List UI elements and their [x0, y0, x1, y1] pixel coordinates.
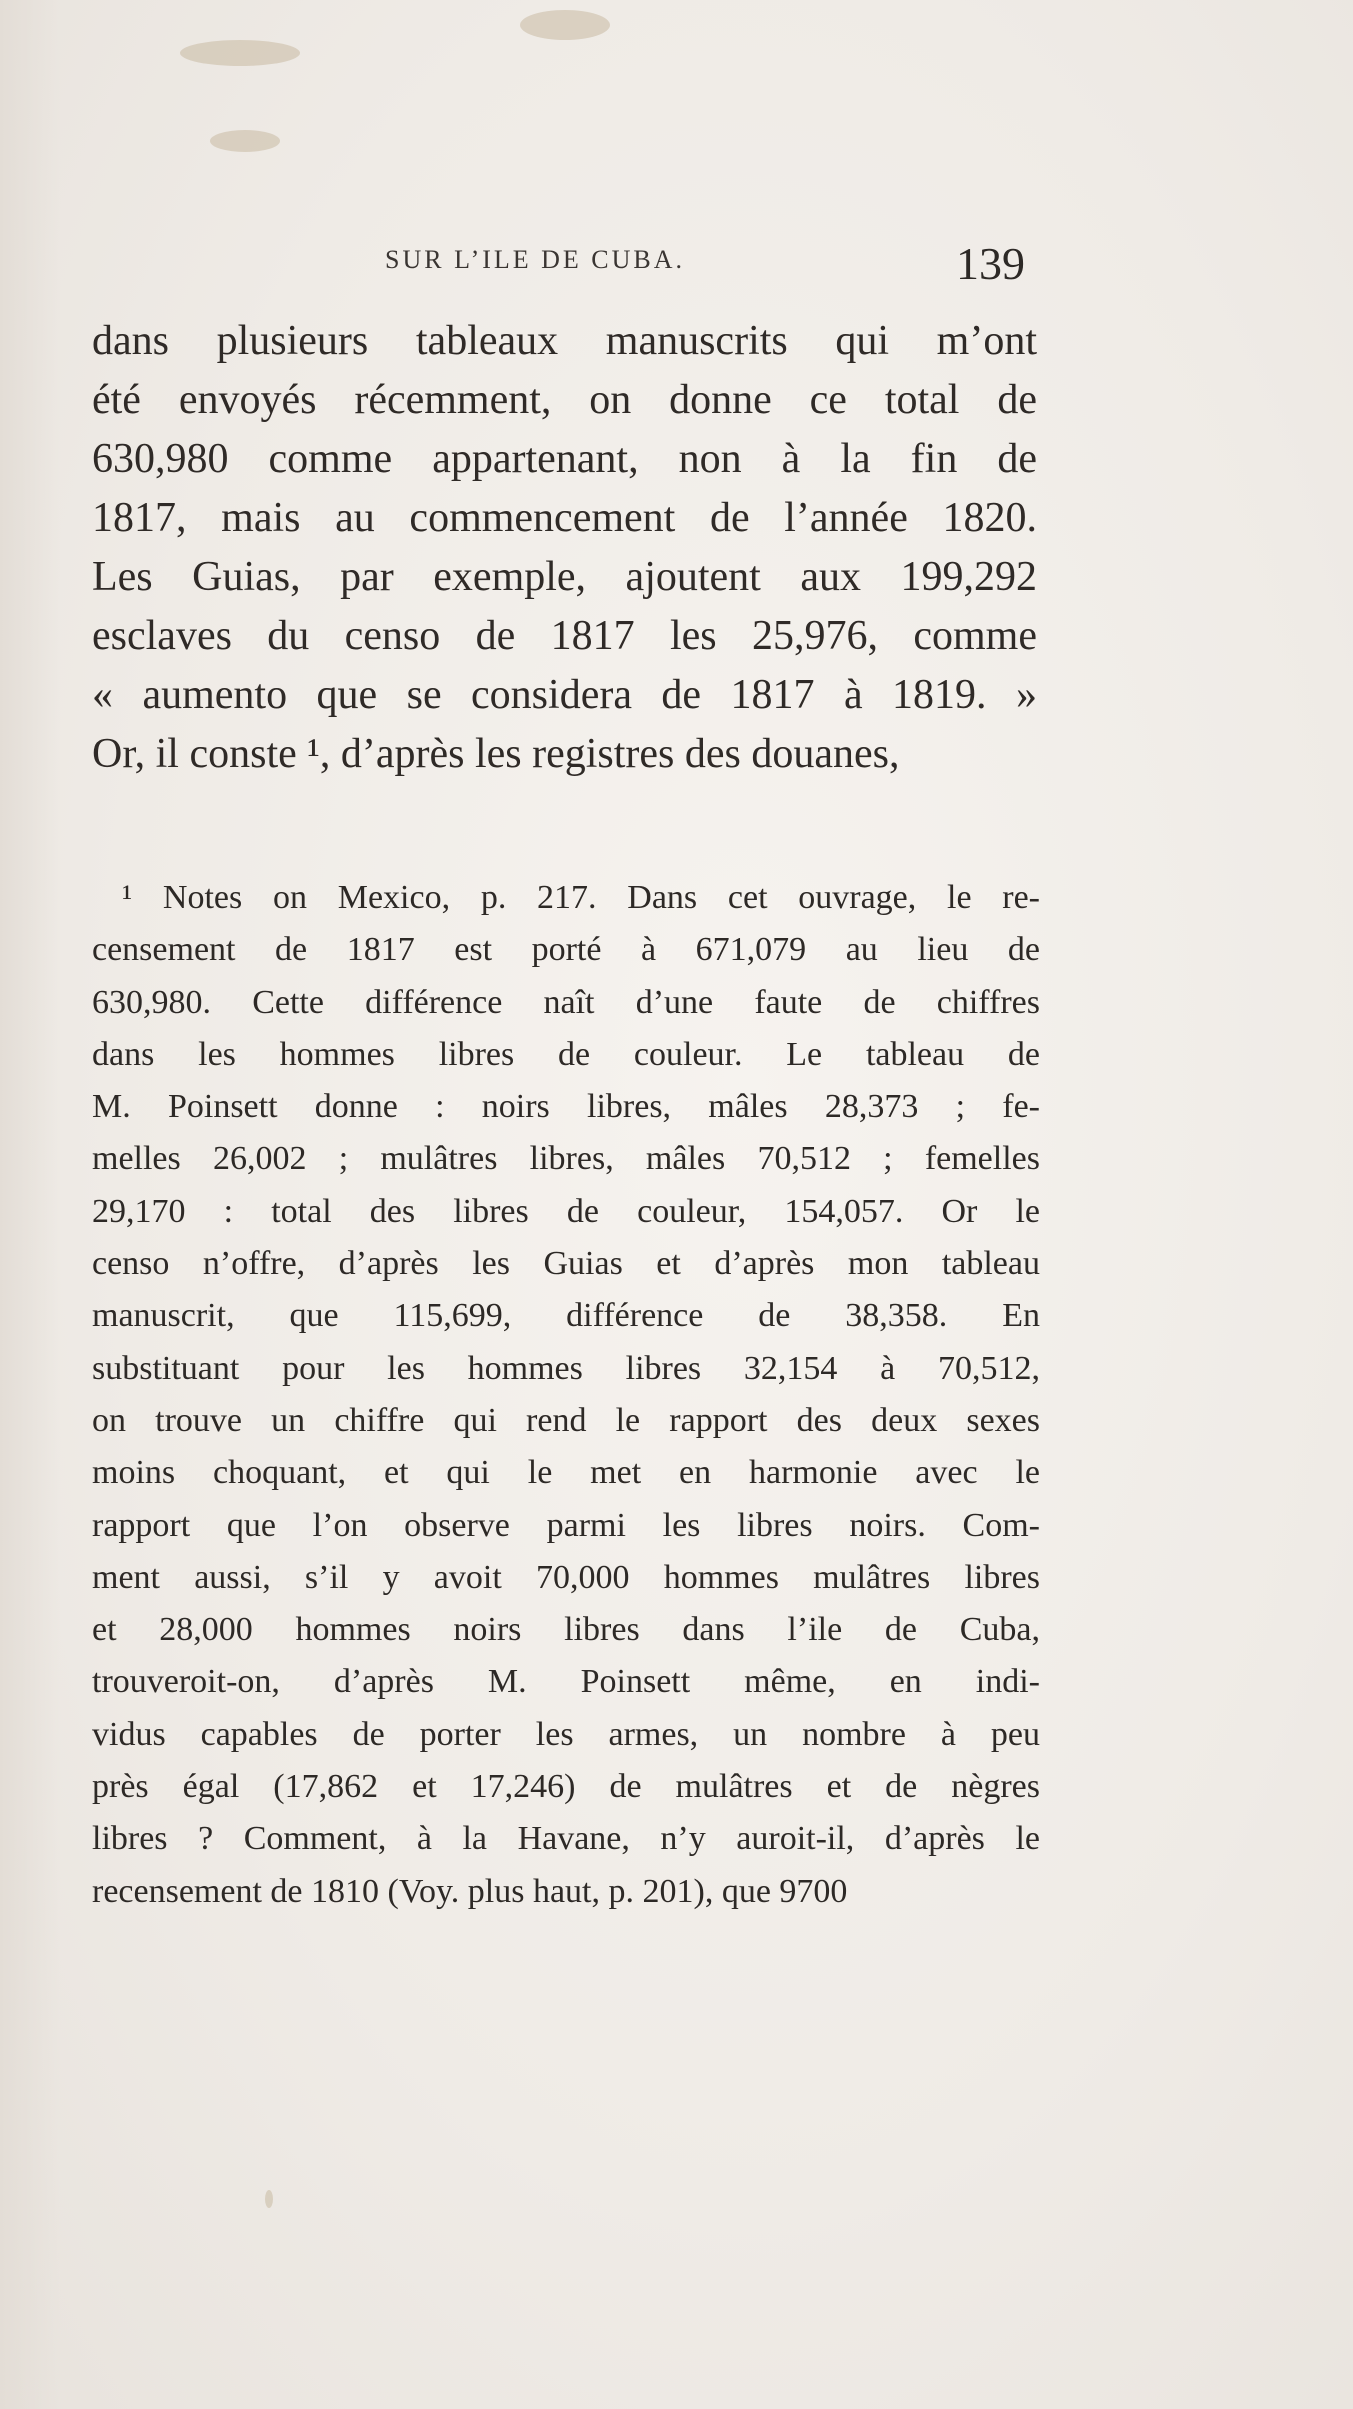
- footnote-line: substituant pour les hommes libres 32,154 à 70,512,: [92, 1349, 1040, 1387]
- footnote-line: M. Poinsett donne : noirs libres, mâles 28,373 ; fe-: [92, 1088, 1040, 1126]
- text-line: 1817, mais au commencement de l’année 1820.: [92, 495, 1037, 541]
- paper-stain: [265, 2190, 273, 2208]
- footnote-line: melles 26,002 ; mulâtres libres, mâles 70,512 ; femelles: [92, 1140, 1040, 1178]
- footnote-line: recensement de 1810 (Voy. plus haut, p. 201), que 9700: [92, 1872, 848, 1910]
- text-line: 630,980 comme appartenant, non à la fin de: [92, 436, 1037, 482]
- footnote-line: censement de 1817 est porté à 671,079 au lieu de: [92, 931, 1040, 969]
- footnote-line: rapport que l’on observe parmi les libres noirs. Com-: [92, 1506, 1040, 1544]
- footnote-line: censo n’offre, d’après les Guias et d’après mon tableau: [92, 1245, 1040, 1283]
- page-number: 139: [956, 238, 1025, 289]
- footnote-line: ment aussi, s’il y avoit 70,000 hommes mulâtres libres: [92, 1558, 1040, 1596]
- footnote-line: manuscrit, que 115,699, différence de 38,358. En: [92, 1297, 1040, 1335]
- footnote-line: 630,980. Cette différence naît d’une faute de chiffres: [92, 983, 1040, 1021]
- text-line: dans plusieurs tableaux manuscrits qui m’ont: [92, 318, 1037, 364]
- footnote: [92, 872, 1040, 1918]
- footnote-line: près égal (17,862 et 17,246) de mulâtres et de nègres: [92, 1768, 1040, 1806]
- text-line: été envoyés récemment, on donne ce total de: [92, 377, 1037, 423]
- footnote-line: dans les hommes libres de couleur. Le tableau de: [92, 1035, 1040, 1073]
- main-text: [92, 312, 1037, 784]
- footnote-line: libres ? Comment, à la Havane, n’y auroit-il, d’après le: [92, 1820, 1040, 1858]
- text-line: esclaves du censo de 1817 les 25,976, comme: [92, 613, 1037, 659]
- running-title: SUR L’ILE DE CUBA.: [385, 245, 686, 274]
- footnote-line: ¹ Notes on Mexico, p. 217. Dans cet ouvrage, le re-: [122, 879, 1040, 916]
- footnote-line: et 28,000 hommes noirs libres dans l’ile de Cuba,: [92, 1611, 1040, 1649]
- paper-stain: [210, 130, 280, 152]
- footnote-line: vidus capables de porter les armes, un nombre à peu: [92, 1715, 1040, 1753]
- footnote-line: 29,170 : total des libres de couleur, 154,057. Or le: [92, 1192, 1040, 1230]
- text-line: Or, il conste ¹, d’après les registres des douanes,: [92, 731, 900, 777]
- page-header: [90, 238, 1035, 305]
- paper-stain: [180, 40, 300, 66]
- footnote-line: on trouve un chiffre qui rend le rapport des deux sexes: [92, 1401, 1040, 1439]
- footnote-line: trouveroit-on, d’après M. Poinsett même, en indi-: [92, 1663, 1040, 1701]
- footnote-line: moins choquant, et qui le met en harmonie avec le: [92, 1454, 1040, 1492]
- text-line: « aumento que se considera de 1817 à 1819. »: [92, 672, 1037, 718]
- paper-stain: [520, 10, 610, 40]
- text-line: Les Guias, par exemple, ajoutent aux 199,292: [92, 554, 1037, 600]
